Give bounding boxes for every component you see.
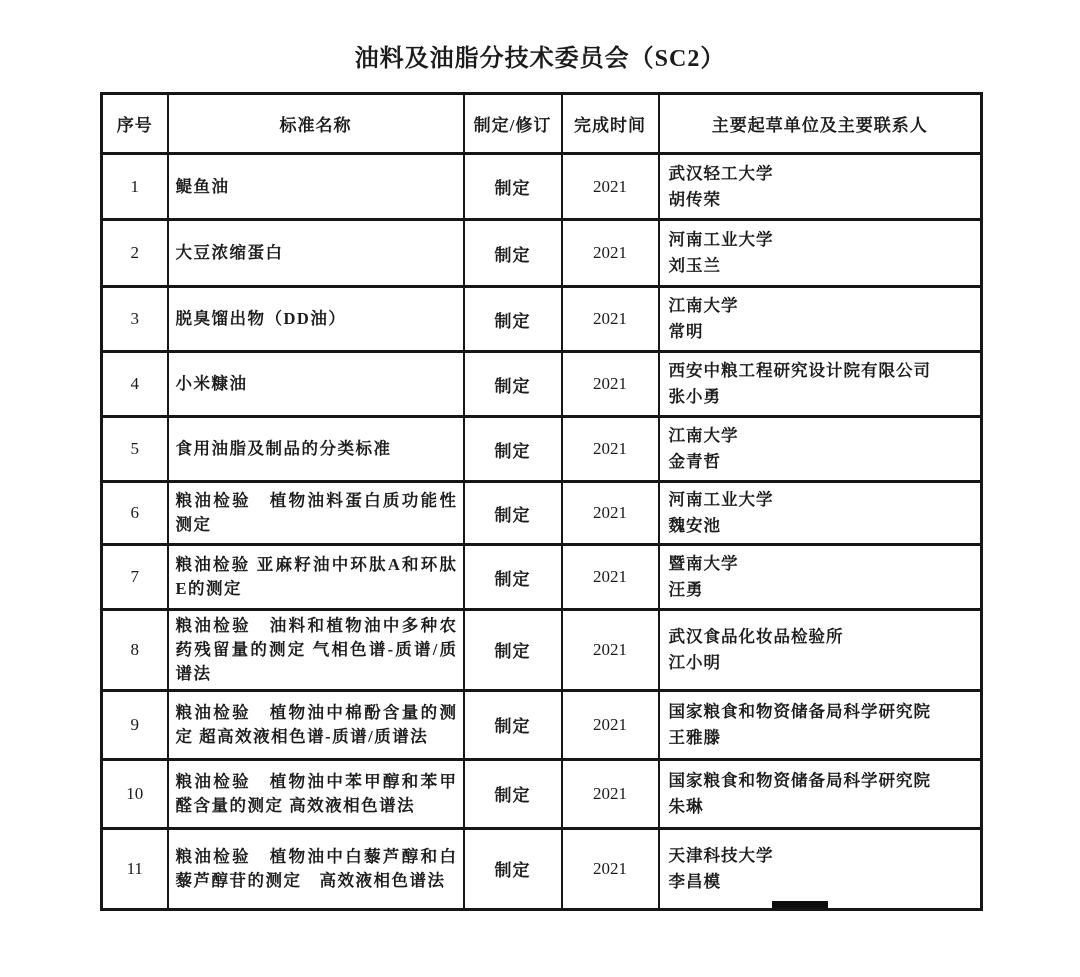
drafting-org: 暨南大学: [668, 554, 739, 574]
drafting-org: 河南工业大学: [668, 490, 774, 510]
table-row: [102, 545, 982, 610]
table-row: [102, 287, 982, 352]
cell-standard-name: 脱臭馏出物（DD油）: [168, 287, 464, 352]
header-drafting-org-contact: 主要起草单位及主要联系人: [659, 94, 982, 154]
drafting-org: 西安中粮工程研究设计院有限公司: [668, 361, 931, 381]
cell-standard-name: 粮油检验 植物油料蛋白质功能性测定: [168, 482, 464, 545]
drafting-org: 江南大学: [668, 296, 739, 316]
drafting-org: 国家粮食和物资储备局科学研究院: [668, 702, 931, 722]
cell-completion-time: 2021: [562, 759, 659, 828]
cell-drafting-org-contact: [659, 759, 982, 828]
header-standard-name: 标准名称: [168, 94, 464, 154]
cell-completion-time: 2021: [562, 220, 659, 287]
contact-person: 汪勇: [668, 580, 704, 599]
cell-formulate-revise: 制定: [464, 828, 562, 909]
contact-person: 金青哲: [668, 452, 721, 471]
cell-serial-number: 9: [102, 690, 168, 759]
cell-serial-number: 11: [102, 828, 168, 909]
cell-standard-name: 粮油检验 植物油中白藜芦醇和白藜芦醇苷的测定 高效液相色谱法: [168, 828, 464, 909]
cell-completion-time: 2021: [562, 690, 659, 759]
cell-serial-number: 6: [102, 482, 168, 545]
contact-person: 李昌模: [668, 871, 721, 891]
cell-formulate-revise: 制定: [464, 482, 562, 545]
cell-formulate-revise: 制定: [464, 220, 562, 287]
header-completion-time: 完成时间: [562, 94, 659, 154]
cell-serial-number: 4: [102, 352, 168, 417]
cell-drafting-org-contact: [659, 482, 982, 545]
cell-standard-name: 粮油检验 植物油中苯甲醇和苯甲醛含量的测定 高效液相色谱法: [168, 759, 464, 828]
cell-standard-name: 粮油检验 油料和植物油中多种农药残留量的测定 气相色谱-质谱/质谱法: [168, 610, 464, 691]
drafting-org: 国家粮食和物资储备局科学研究院: [668, 771, 931, 791]
cell-completion-time: 2021: [562, 545, 659, 610]
cell-standard-name: 粮油检验 植物油中棉酚含量的测定 超高效液相色谱-质谱/质谱法: [168, 690, 464, 759]
cell-formulate-revise: 制定: [464, 352, 562, 417]
drafting-org: 武汉轻工大学: [668, 163, 774, 183]
cell-drafting-org-contact: [659, 690, 982, 759]
cell-serial-number: 7: [102, 545, 168, 610]
cell-formulate-revise: 制定: [464, 154, 562, 220]
table-row: [102, 417, 982, 482]
cell-drafting-org-contact: [659, 352, 982, 417]
drafting-org: 天津科技大学: [668, 846, 774, 866]
drafting-org: 河南工业大学: [668, 230, 774, 250]
cell-formulate-revise: 制定: [464, 417, 562, 482]
cell-formulate-revise: 制定: [464, 759, 562, 828]
standards-table: [100, 92, 983, 911]
scan-artifact-mark: [772, 901, 828, 908]
cell-drafting-org-contact: [659, 610, 982, 691]
cell-formulate-revise: 制定: [464, 610, 562, 691]
contact-person: 刘玉兰: [668, 256, 721, 275]
table-row: [102, 352, 982, 417]
cell-formulate-revise: 制定: [464, 287, 562, 352]
cell-serial-number: 2: [102, 220, 168, 287]
cell-completion-time: 2021: [562, 417, 659, 482]
cell-completion-time: 2021: [562, 154, 659, 220]
cell-completion-time: 2021: [562, 828, 659, 909]
cell-serial-number: 8: [102, 610, 168, 691]
cell-completion-time: 2021: [562, 287, 659, 352]
header-formulate-revise: 制定/修订: [464, 94, 562, 154]
cell-formulate-revise: 制定: [464, 545, 562, 610]
table-row: [102, 828, 982, 909]
cell-completion-time: 2021: [562, 352, 659, 417]
cell-formulate-revise: 制定: [464, 690, 562, 759]
cell-standard-name: 粮油检验 亚麻籽油中环肽A和环肽E的测定: [168, 545, 464, 610]
cell-drafting-org-contact: [659, 545, 982, 610]
table-row: [102, 690, 982, 759]
header-row: [102, 94, 982, 154]
header-serial-number: 序号: [102, 94, 168, 154]
cell-drafting-org-contact: [659, 417, 982, 482]
cell-standard-name: 鳀鱼油: [168, 154, 464, 220]
table-row: [102, 482, 982, 545]
cell-serial-number: 1: [102, 154, 168, 220]
contact-person: 张小勇: [668, 387, 721, 406]
contact-person: 常明: [668, 322, 704, 341]
table-row: [102, 610, 982, 691]
table-row: [102, 759, 982, 828]
table-row: [102, 154, 982, 220]
cell-serial-number: 3: [102, 287, 168, 352]
cell-drafting-org-contact: [659, 220, 982, 287]
contact-person: 朱琳: [668, 796, 704, 816]
contact-person: 胡传荣: [668, 189, 721, 209]
cell-serial-number: 10: [102, 759, 168, 828]
cell-serial-number: 5: [102, 417, 168, 482]
table-row: [102, 220, 982, 287]
table-body: [102, 154, 982, 910]
cell-completion-time: 2021: [562, 610, 659, 691]
drafting-org: 武汉食品化妆品检验所: [668, 627, 844, 647]
drafting-org: 江南大学: [668, 426, 739, 446]
cell-standard-name: 食用油脂及制品的分类标准: [168, 417, 464, 482]
cell-completion-time: 2021: [562, 482, 659, 545]
cell-drafting-org-contact: [659, 287, 982, 352]
contact-person: 江小明: [668, 652, 721, 672]
contact-person: 魏安池: [668, 516, 721, 535]
cell-standard-name: 大豆浓缩蛋白: [168, 220, 464, 287]
page-title: 油料及油脂分技术委员会（SC2）: [354, 46, 726, 72]
cell-drafting-org-contact: [659, 828, 982, 909]
contact-person: 王雅滕: [668, 727, 721, 747]
cell-standard-name: 小米糠油: [168, 352, 464, 417]
cell-drafting-org-contact: [659, 154, 982, 220]
